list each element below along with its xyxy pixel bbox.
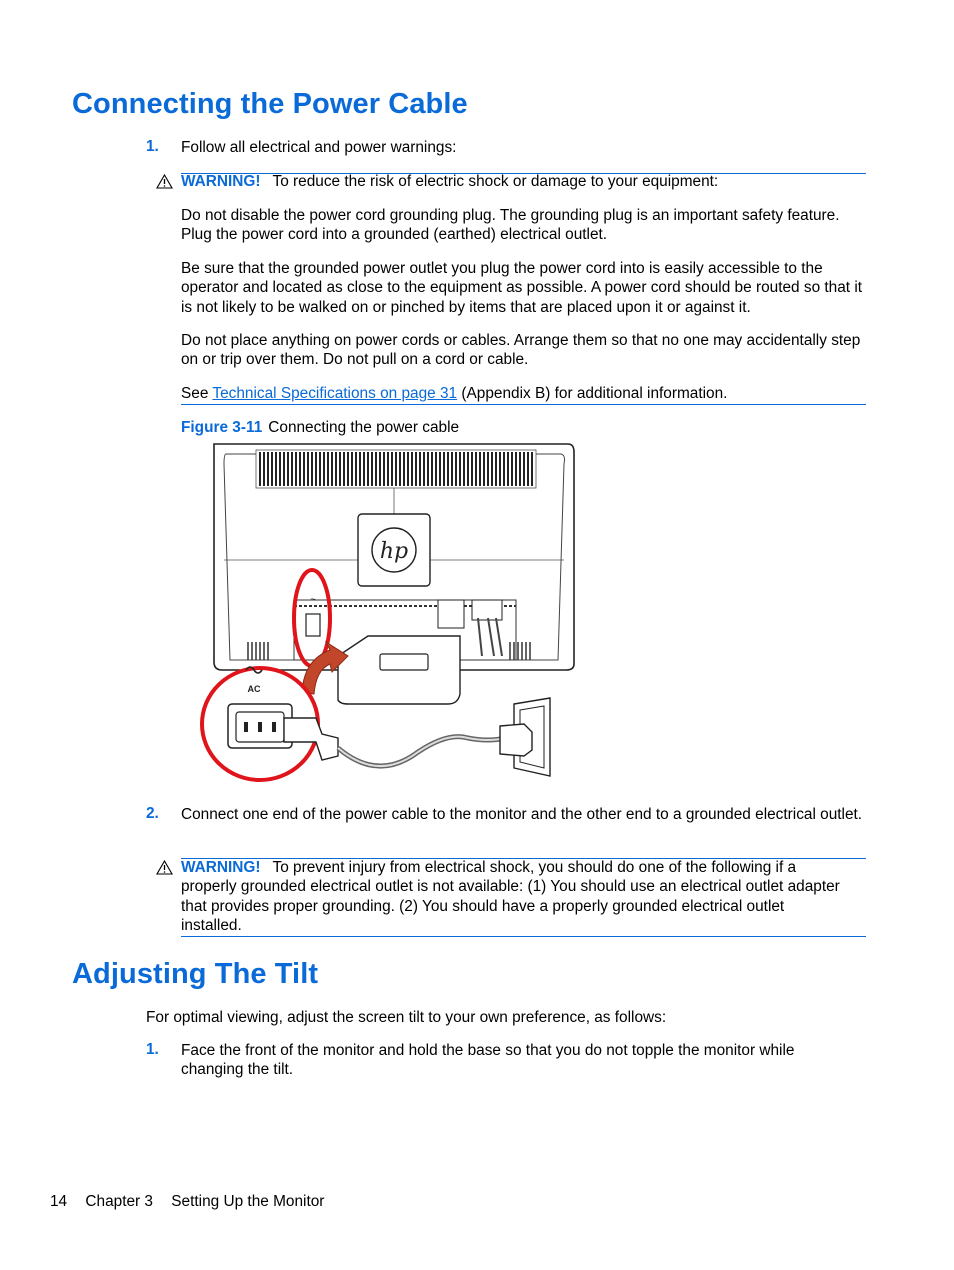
warning-text: To reduce the risk of electric shock or damage to your equipment: (272, 173, 719, 190)
technical-specifications-link[interactable]: Technical Specifications on page 31 (212, 385, 458, 402)
warning-see-also (181, 384, 866, 403)
warning-text: To prevent injury from electrical shock, you should do one of the following if a properly grounded electrical outlet is not available: (1) You should use an electrical outlet adapter that provides proper grounding. (2) You should have a properly grounded electrical outlet installed. (181, 859, 840, 934)
warning-heading (181, 172, 866, 191)
step-number: 1. (146, 1041, 159, 1058)
figure-caption-text: Connecting the power cable (268, 419, 460, 436)
page-number: 14 (50, 1193, 68, 1210)
section-heading-power-cable: Connecting the Power Cable (72, 88, 468, 120)
footer-chapter-title: Setting Up the Monitor (171, 1193, 325, 1210)
step-number: 1. (146, 138, 159, 155)
warning-body (181, 858, 841, 935)
warning-bottom-rule (181, 404, 866, 405)
figure-label: Figure 3-11 (181, 419, 263, 436)
hp-logo-text: hp (379, 539, 409, 564)
warning-triangle-icon (156, 860, 173, 875)
see-prefix: See (181, 385, 209, 402)
warning-triangle-icon (156, 174, 173, 189)
section-intro: For optimal viewing, adjust the screen tilt to your own preference, as follows: (146, 1009, 667, 1026)
step-text: Follow all electrical and power warnings: (181, 139, 457, 156)
warning-paragraph: Do not place anything on power cords or cables. Arrange them so that no one may accidentally step on or trip over them. Do not pull on a cord or cable. (181, 332, 861, 369)
warning-label: WARNING! (181, 173, 261, 190)
warning-paragraph: Be sure that the grounded power outlet you plug the power cord into is easily accessible to the operator and located as close to the equipment as possible. A power cord should be routed so that it is not likely to be walked on or pinched by items that are placed upon it or against it. (181, 260, 863, 316)
section-heading-adjusting-tilt: Adjusting The Tilt (72, 958, 319, 990)
see-suffix: (Appendix B) for additional information. (461, 385, 728, 402)
svg-text:~: ~ (310, 594, 316, 604)
step-number: 2. (146, 805, 159, 822)
page-footer (50, 1193, 338, 1211)
power-cable (284, 718, 506, 766)
warning-paragraph: Do not disable the power cord grounding plug. The grounding plug is an important safety feature. Plug the power cord into a grounded (earthed) electrical outlet. (181, 207, 840, 244)
warning-label: WARNING! (181, 859, 261, 876)
power-cable-illustration (198, 442, 578, 784)
step-text: Face the front of the monitor and hold the base so that you do not topple the monitor while changing the tilt. (181, 1042, 795, 1079)
ac-label: AC (247, 684, 261, 694)
footer-chapter: Chapter 3 (85, 1193, 153, 1210)
wall-outlet (500, 698, 550, 776)
step-text: Connect one end of the power cable to the monitor and the other end to a grounded electrical outlet. (181, 806, 863, 823)
warning-bottom-rule (181, 936, 866, 937)
top-vent (256, 450, 536, 488)
figure-caption (181, 418, 459, 437)
